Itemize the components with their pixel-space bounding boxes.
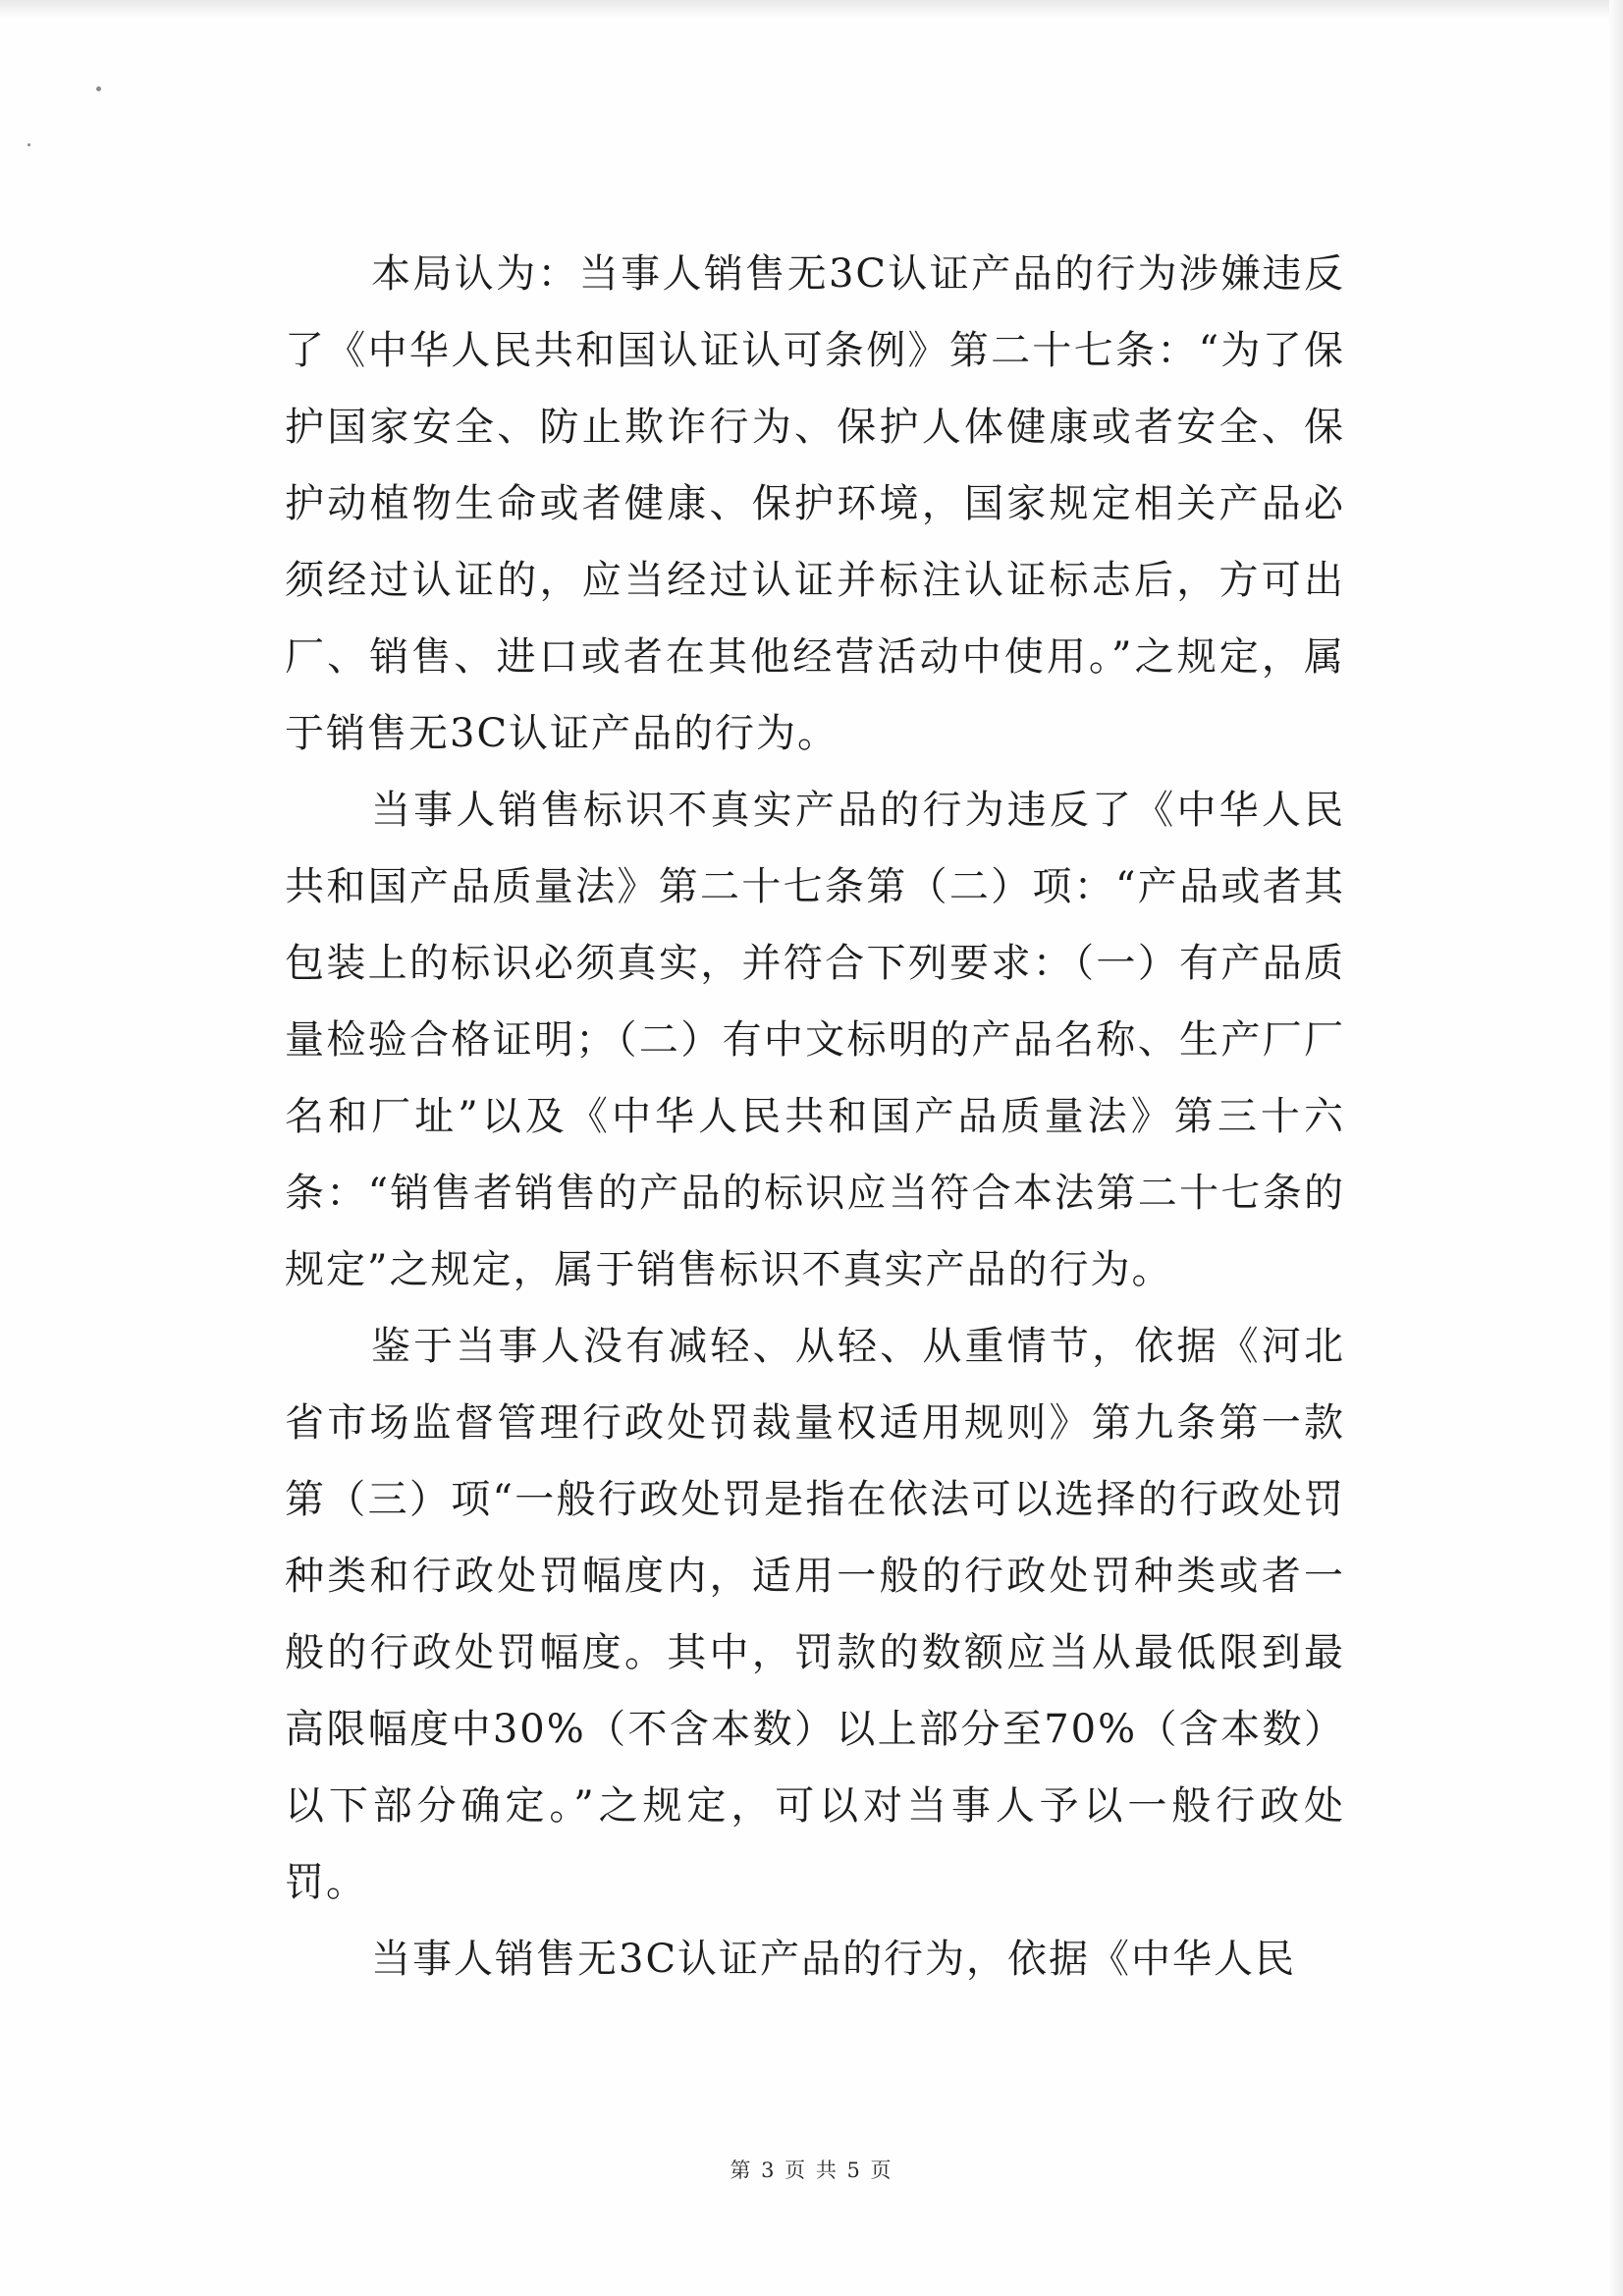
- paragraph-2: 当事人销售标识不真实产品的行为违反了《中华人民共和国产品质量法》第二十七条第（二）项：“产品或者其包装上的标识必须真实，并符合下列要求：（一）有产品质量检验合格证明；（二）有中文标明的产品名称、生产厂厂名和厂址”以及《中华人民共和国产品质量法》第三十六条：“销售者销售的产品的标识应当符合本法第二十七条的规定”之规定，属于销售标识不真实产品的行为。: [285, 788, 1345, 1292]
- paragraph-1: 本局认为：当事人销售无3C认证产品的行为涉嫌违反了《中华人民共和国认证认可条例》第二十七条：“为了保护国家安全、防止欺诈行为、保护人体健康或者安全、保护动植物生命或者健康、保护环境，国家规定相关产品必须经过认证的，应当经过认证并标注认证标志后，方可出厂、销售、进口或者在其他经营活动中使用。”之规定，属于销售无3C认证产品的行为。: [285, 251, 1345, 756]
- paragraph-4: 当事人销售无3C认证产品的行为，依据《中华人民: [371, 1937, 1297, 1982]
- scan-speck: [27, 143, 30, 146]
- paragraph-3: 鉴于当事人没有减轻、从轻、从重情节，依据《河北省市场监督管理行政处罚裁量权适用规则》第九条第一款第（三）项“一般行政处罚是指在依法可以选择的行政处罚种类和行政处罚幅度内，适用一般的行政处罚种类或者一般的行政处罚幅度。其中，罚款的数额应当从最低限到最高限幅度中30%（不含本数）以上部分至70%（含本数）以下部分确定。”之规定，可以对当事人予以一般行政处罚。: [285, 1324, 1345, 1905]
- page-number-footer: 第 3 页 共 5 页: [730, 2159, 893, 2182]
- scan-edge-right: [1609, 0, 1623, 2296]
- scan-speck: [96, 86, 101, 91]
- document-body: [285, 236, 1345, 1997]
- scan-edge-top: [0, 0, 1623, 18]
